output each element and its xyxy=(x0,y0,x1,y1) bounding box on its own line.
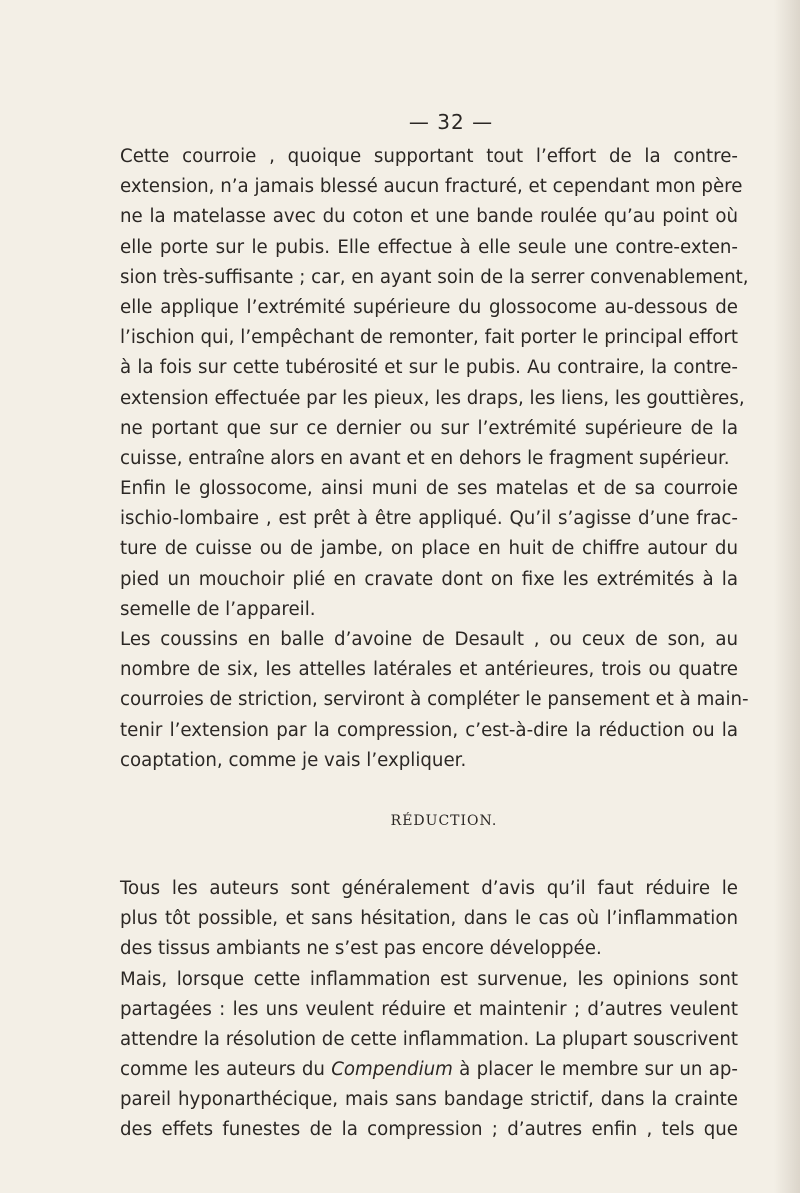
text-line: elle porte sur le pubis. Elle effectue à elle seule une contre-exten- xyxy=(120,236,738,258)
paragraph-2 xyxy=(120,474,738,625)
paragraph-1 xyxy=(120,142,749,474)
text-line: plus tôt possible, et sans hésitation, dans le cas où l’inflammation xyxy=(120,908,738,930)
text-line: elle applique l’extrémité supérieure du glossocome au-dessous de xyxy=(120,296,738,318)
paragraph-5 xyxy=(120,965,738,1146)
text-line: ne la matelasse avec du coton et une bande roulée qu’au point où xyxy=(120,206,738,228)
section-heading: RÉDUCTION. xyxy=(390,812,498,829)
text-line: pareil hyponarthécique, mais sans bandage strictif, dans la crainte xyxy=(120,1089,738,1111)
text-line: attendre la résolution de cette inflammation. La plupart souscrivent xyxy=(120,1028,738,1050)
text-line: partagées : les uns veulent réduire et maintenir ; d’autres veulent xyxy=(120,998,738,1020)
text-line-with-italic xyxy=(120,1055,738,1085)
text-line: des tissus ambiants ne s’est pas encore développée. xyxy=(120,938,602,960)
page-number: — 32 — xyxy=(408,110,494,134)
text-line: Mais, lorsque cette inflammation est survenue, les opinions sont xyxy=(120,968,738,990)
text-line: Cette courroie , quoique supportant tout l’effort de la contre- xyxy=(120,146,738,167)
paragraph-4 xyxy=(120,874,738,965)
text-line: courroies de striction, serviront à compléter le pansement et à main- xyxy=(120,689,749,711)
text-line: à la fois sur cette tubérosité et sur le pubis. Au contraire, la contre- xyxy=(120,357,738,379)
text-line: cuisse, entraîne alors en avant et en dehors le fragment supérieur. xyxy=(120,447,730,469)
text-line: extension effectuée par les pieux, les draps, les liens, les gouttières, xyxy=(120,387,745,409)
text-line: coaptation, comme je vais l’expliquer. xyxy=(120,749,467,771)
book-title-italic: Compendium xyxy=(331,1059,453,1081)
text-line: semelle de l’appareil. xyxy=(120,598,316,620)
text-fragment: à placer le membre sur un ap- xyxy=(452,1059,738,1081)
text-line: pied un mouchoir plié en cravate dont on fixe les extrémités à la xyxy=(120,568,738,590)
text-line: ture de cuisse ou de jambe, on place en huit de chiffre autour du xyxy=(120,538,738,560)
text-line: Les coussins en balle d’avoine de Desault , ou ceux de son, au xyxy=(120,629,738,650)
paragraph-3 xyxy=(120,625,749,776)
text-line: ischio-lombaire , est prêt à être appliqué. Qu’il s’agisse d’une frac- xyxy=(120,508,738,530)
text-line: extension, n’a jamais blessé aucun fracturé, et cependant mon père xyxy=(120,176,743,198)
text-line: l’ischion qui, l’empêchant de remonter, fait porter le principal effort xyxy=(120,327,738,349)
text-line: tenir l’extension par la compression, c’est-à-dire la réduction ou la xyxy=(120,719,738,741)
text-fragment: comme les auteurs du xyxy=(120,1059,332,1081)
page-edge-shadow xyxy=(774,0,800,1193)
text-line: Tous les auteurs sont généralement d’avis qu’il faut réduire le xyxy=(120,877,738,899)
text-line: des effets funestes de la compression ; d’autres enfin , tels que xyxy=(120,1119,738,1141)
text-line: nombre de six, les attelles latérales et antérieures, trois ou quatre xyxy=(120,659,738,681)
text-line: ne portant que sur ce dernier ou sur l’extrémité supérieure de la xyxy=(120,417,738,439)
text-line: sion très-suffisante ; car, en ayant soin de la serrer convenablement, xyxy=(120,266,749,288)
text-line: Enfin le glossocome, ainsi muni de ses matelas et de sa courroie xyxy=(120,478,738,500)
book-page xyxy=(120,108,749,1146)
